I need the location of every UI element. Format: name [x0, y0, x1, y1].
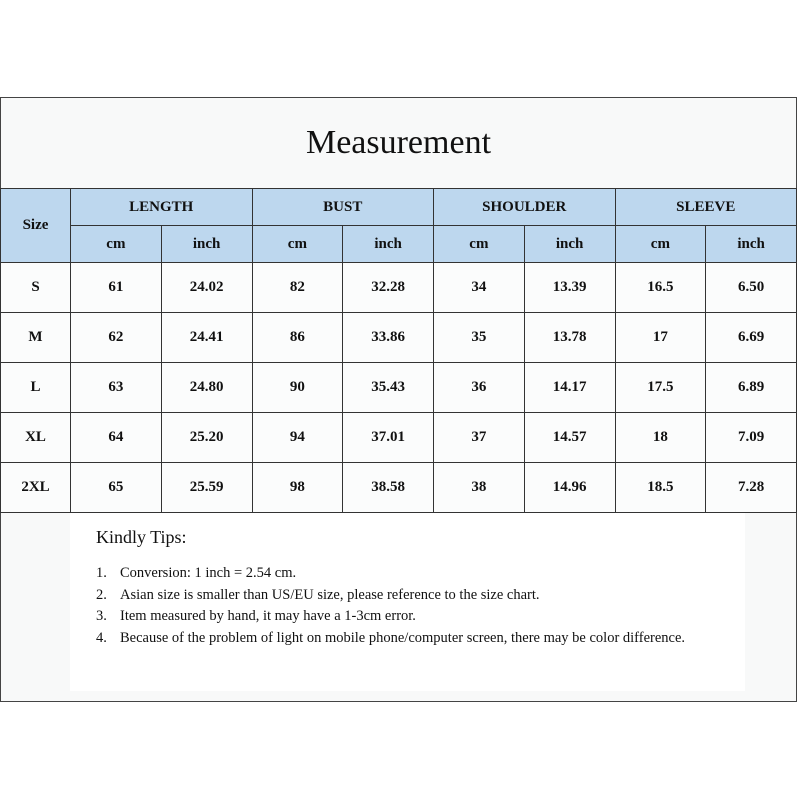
value-cell: 64	[71, 413, 162, 463]
size-header: Size	[1, 189, 71, 263]
unit-header: inch	[161, 226, 252, 263]
value-cell: 16.5	[615, 263, 706, 313]
value-cell: 63	[71, 363, 162, 413]
value-cell: 7.09	[706, 413, 797, 463]
size-cell: M	[1, 313, 71, 363]
value-cell: 24.41	[161, 313, 252, 363]
value-cell: 6.89	[706, 363, 797, 413]
unit-header: inch	[706, 226, 797, 263]
table-row	[1, 313, 797, 363]
table-row	[1, 363, 797, 413]
size-cell: L	[1, 363, 71, 413]
value-cell: 38.58	[343, 463, 434, 513]
value-cell: 34	[434, 263, 525, 313]
value-cell: 17	[615, 313, 706, 363]
page-title: Measurement	[305, 124, 492, 161]
value-cell: 14.57	[524, 413, 615, 463]
value-cell: 6.69	[706, 313, 797, 363]
unit-header: cm	[434, 226, 525, 263]
value-cell: 7.28	[706, 463, 797, 513]
value-cell: 36	[434, 363, 525, 413]
value-cell: 14.17	[524, 363, 615, 413]
unit-header: cm	[71, 226, 162, 263]
size-chart	[0, 97, 797, 702]
value-cell: 98	[252, 463, 343, 513]
group-header-length: LENGTH	[71, 189, 253, 226]
unit-header: inch	[524, 226, 615, 263]
tip-number: 4.	[96, 629, 107, 646]
value-cell: 25.59	[161, 463, 252, 513]
value-cell: 33.86	[343, 313, 434, 363]
tip-text: Asian size is smaller than US/EU size, please reference to the size chart.	[120, 586, 540, 603]
value-cell: 37.01	[343, 413, 434, 463]
group-header-bust: BUST	[252, 189, 434, 226]
table-row	[1, 413, 797, 463]
tip-item	[96, 606, 696, 628]
value-cell: 35.43	[343, 363, 434, 413]
table-row	[1, 463, 797, 513]
value-cell: 24.02	[161, 263, 252, 313]
value-cell: 13.39	[524, 263, 615, 313]
table-row	[1, 263, 797, 313]
value-cell: 62	[71, 313, 162, 363]
value-cell: 37	[434, 413, 525, 463]
tip-item	[96, 563, 696, 585]
unit-header: cm	[615, 226, 706, 263]
tips-list	[96, 563, 696, 649]
tip-number: 1.	[96, 565, 107, 581]
tip-item	[96, 585, 696, 607]
value-cell: 32.28	[343, 263, 434, 313]
tip-number: 2.	[96, 586, 107, 603]
unit-header: inch	[343, 226, 434, 263]
size-cell: XL	[1, 413, 71, 463]
value-cell: 18	[615, 413, 706, 463]
group-header-sleeve: SLEEVE	[615, 189, 797, 226]
size-cell: 2XL	[1, 463, 71, 513]
tip-text: Item measured by hand, it may have a 1-3cm error.	[120, 608, 416, 624]
value-cell: 24.80	[161, 363, 252, 413]
tip-item	[96, 628, 696, 650]
value-cell: 94	[252, 413, 343, 463]
group-header-shoulder: SHOULDER	[434, 189, 616, 226]
unit-header: cm	[252, 226, 343, 263]
value-cell: 18.5	[615, 463, 706, 513]
tip-text: Because of the problem of light on mobile phone/computer screen, there may be color difference.	[120, 629, 686, 646]
size-cell: S	[1, 263, 71, 313]
value-cell: 17.5	[615, 363, 706, 413]
value-cell: 90	[252, 363, 343, 413]
value-cell: 65	[71, 463, 162, 513]
value-cell: 25.20	[161, 413, 252, 463]
measurement-table	[0, 188, 797, 513]
tips-title: Kindly Tips:	[96, 527, 187, 547]
value-cell: 86	[252, 313, 343, 363]
value-cell: 38	[434, 463, 525, 513]
tip-number: 3.	[96, 608, 107, 624]
value-cell: 13.78	[524, 313, 615, 363]
value-cell: 35	[434, 313, 525, 363]
value-cell: 14.96	[524, 463, 615, 513]
value-cell: 82	[252, 263, 343, 313]
value-cell: 61	[71, 263, 162, 313]
tip-text: Conversion: 1 inch = 2.54 cm.	[120, 565, 297, 581]
value-cell: 6.50	[706, 263, 797, 313]
tips-panel	[70, 513, 745, 691]
